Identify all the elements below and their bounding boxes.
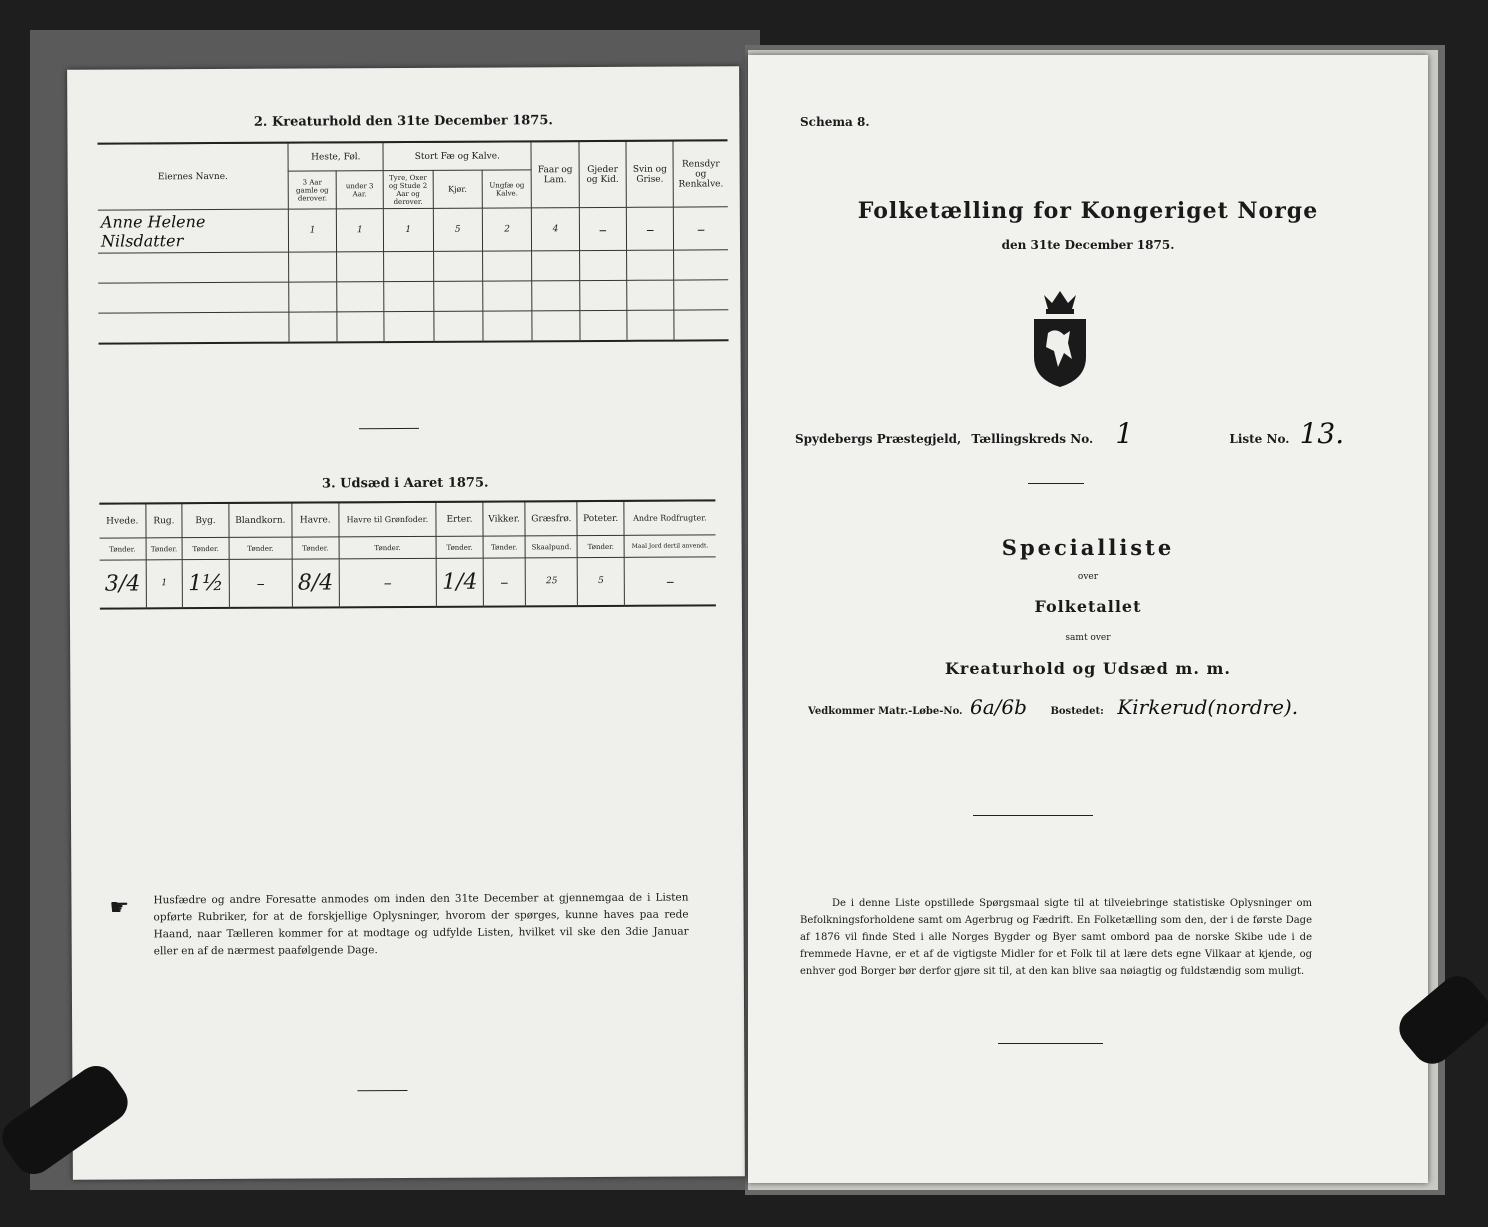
col-rensdyr-header: Rensdyr og Renkalve. (673, 141, 727, 207)
section2-title: 2. Kreaturhold den 31te December 1875. (253, 113, 553, 130)
liste-value: 13. (1299, 417, 1345, 450)
seed-col-graesfro: Græsfrø. (525, 502, 577, 536)
seed-unit: Tønder. (182, 537, 229, 559)
cell-heste-b: 1 (336, 209, 384, 252)
seed-value-erter: 1/4 (436, 558, 483, 606)
seed-value-rodfrugter: – (624, 557, 716, 605)
seed-unit: Tønder. (339, 536, 437, 559)
col-heste-header: Heste, Føl. (288, 143, 383, 171)
kreatur-title: Kreaturhold og Udsæd m. m. (945, 659, 1231, 678)
seed-unit: Tønder. (100, 538, 146, 560)
seed-unit: Maal Jord dertil anvendt. (624, 535, 716, 557)
over-label: over (1077, 572, 1099, 582)
seed-unit: Tønder. (229, 537, 292, 559)
divider (973, 815, 1093, 816)
liste-label: Liste No. (1229, 432, 1290, 446)
seed-col-hvede: Hvede. (99, 504, 145, 538)
seed-unit: Tønder. (292, 537, 339, 559)
bosted-value: Kirkerud(nordre). (1117, 695, 1299, 719)
cell-gjeder: – (579, 207, 627, 250)
seed-unit: Skaalpund. (525, 536, 577, 558)
matr-value: 6a/6b (970, 695, 1027, 719)
seed-value-havre: 8/4 (292, 559, 339, 607)
col-owner-header: Eiernes Navne. (97, 143, 288, 210)
seed-col-blandkorn: Blandkorn. (229, 503, 292, 537)
pointing-hand-icon: ☛ (109, 895, 130, 921)
divider (359, 428, 419, 429)
table-row (98, 250, 728, 283)
seed-col-byg: Byg. (182, 503, 229, 537)
seed-value-blandkorn: – (229, 559, 292, 607)
divider (998, 1043, 1103, 1044)
divider (357, 1090, 407, 1091)
folketallet-title: Folketallet (1034, 597, 1142, 616)
seed-table (99, 500, 716, 609)
table-row (98, 310, 728, 343)
col-stort-b: Kjør. (433, 170, 483, 208)
cell-heste-a: 1 (289, 209, 337, 252)
seed-col-erter: Erter. (436, 502, 483, 536)
census-date: den 31te December 1875. (1001, 238, 1175, 252)
table-row (98, 207, 728, 253)
cell-stort-c: 2 (482, 208, 532, 251)
seed-value-byg: 1½ (182, 559, 229, 607)
seed-unit: Tønder. (578, 535, 625, 557)
cell-rensdyr: – (674, 207, 728, 250)
right-page (748, 55, 1428, 1183)
krets-value: 1 (1115, 417, 1134, 450)
cell-faar: 4 (532, 208, 580, 251)
seed-unit: Tønder. (146, 538, 183, 560)
col-faar-header: Faar og Lam. (531, 142, 579, 208)
specialliste-title: Specialliste (1001, 535, 1175, 560)
cell-svin: – (626, 207, 674, 250)
intro-paragraph: De i denne Liste opstillede Spørgsmaal sigte til at tilveiebringe statistiske Oplysninger om Befolkningsforholdene samt om Agerbrug og Fædrift. En Folketælling som den, der i de første Dage af 1876 vil finde Sted i alle Norges Bygder og Byer samt ombord paa de norske Skibe ude i de fremmede Havne, er et af de vigtigste Midler for et Folk til at lære dets egne Vilkaar at kjende, og enhver god Borger bør derfor gjøre sit til, at den kan blive saa nøiagtig og fuldstændig som muligt. (800, 898, 1312, 977)
seed-unit: Tønder. (436, 536, 483, 558)
col-heste-b: under 3 Aar. (336, 171, 384, 209)
seed-value-havre-gronfoder: – (339, 558, 437, 607)
prestegjeld-line (795, 417, 1415, 450)
seed-col-rodfrugter: Andre Rodfrugter. (624, 501, 716, 535)
matr-line (808, 695, 1408, 719)
seed-value-hvede: 3/4 (100, 560, 146, 608)
seed-col-rug: Rug. (146, 504, 183, 538)
coat-of-arms-icon (1028, 287, 1092, 391)
schema-label: Schema 8. (800, 115, 870, 129)
livestock-table (97, 140, 728, 344)
seed-value-graesfro: 25 (526, 558, 578, 606)
notice-text: Husfædre og andre Foresatte anmodes om inden den 31te December at gjennemgaa de i Listen opførte Rubriker, for at de forskjellige Oplysninger, hvorom der spørges, kunne haves paa rede Haand, naar Tælleren kommer for at modtage og udfylde Listen, hvilket vil ske den 3die Januar eller en af de nærmest paafølgende Dage. (153, 891, 689, 958)
col-stort-a: Tyre, Oxer og Stude 2 Aar og derover. (383, 170, 433, 208)
section3-title: 3. Udsæd i Aaret 1875. (321, 475, 489, 492)
cell-stort-a: 1 (383, 208, 433, 251)
seed-col-vikker: Vikker. (483, 502, 526, 536)
krets-label: Tællingskreds No. (971, 432, 1094, 446)
col-stort-c: Ungfæ og Kalve. (482, 170, 532, 208)
page-title: Folketælling for Kongeriget Norge (857, 198, 1319, 224)
col-heste-a: 3 Aar gamle og derover. (289, 171, 337, 209)
matr-label: Vedkommer Matr.-Løbe-No. (808, 706, 963, 717)
seed-value-vikker: – (483, 558, 526, 606)
col-svin-header: Svin og Grise. (626, 141, 674, 207)
owner-name: Anne Helene Nilsdatter (98, 209, 289, 253)
bosted-label: Bostedet: (1050, 706, 1104, 717)
col-gjeder-header: Gjeder og Kid. (579, 141, 627, 207)
cell-stort-b: 5 (433, 208, 483, 251)
left-page (67, 66, 745, 1180)
seed-col-havre-gronfoder: Havre til Grønfoder. (338, 502, 436, 537)
seed-value-poteter: 5 (578, 557, 625, 605)
seed-value-rug: 1 (146, 560, 183, 608)
seed-col-poteter: Poteter. (577, 501, 624, 535)
table-row (100, 557, 716, 608)
samt-label: samt over (1065, 633, 1111, 643)
seed-col-havre: Havre. (292, 503, 339, 537)
col-stort-header: Stort Fæ og Kalve. (383, 142, 531, 171)
prestegjeld-label: Spydebergs Præstegjeld, (795, 432, 962, 446)
seed-unit: Tønder. (483, 536, 526, 558)
table-row (98, 280, 728, 313)
divider (1028, 483, 1084, 484)
